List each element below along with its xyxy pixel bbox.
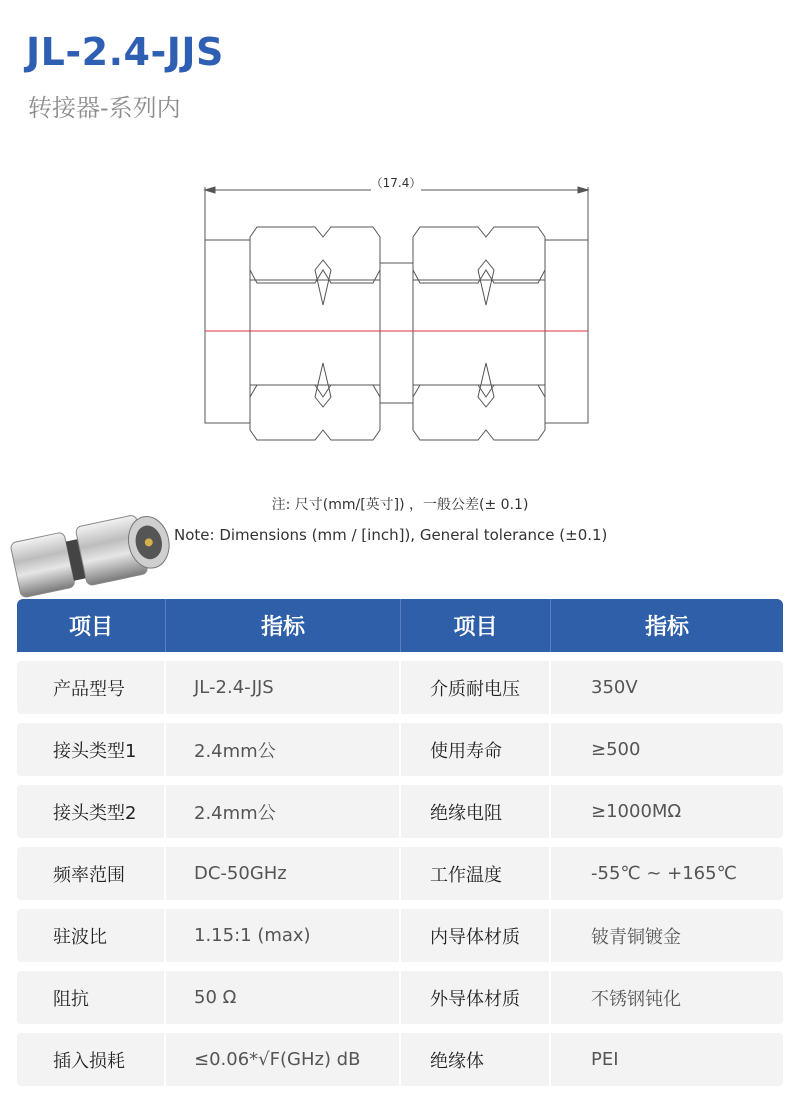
table-row	[17, 909, 783, 962]
row-value: -55℃ ~ +165℃	[591, 863, 737, 884]
row-label: 绝缘体	[401, 1033, 551, 1086]
row-value: 2.4mm公	[166, 785, 401, 838]
row-label: 绝缘电阻	[401, 785, 551, 838]
row-value: 不锈钢钝化	[591, 988, 681, 1010]
row-label: 阻抗	[17, 971, 166, 1024]
row-value: 铍青铜镀金	[591, 926, 681, 948]
table-header	[17, 599, 783, 652]
row-label: 接头类型2	[17, 785, 166, 838]
row-value: 1.15:1 (max)	[166, 909, 401, 962]
product-title: JL-2.4-JJS	[26, 30, 224, 74]
row-label: 接头类型1	[17, 723, 166, 776]
row-label: 外导体材质	[401, 971, 551, 1024]
row-label: 使用寿命	[401, 723, 551, 776]
row-label: 插入损耗	[17, 1033, 166, 1086]
product-subtitle: 转接器-系列内	[28, 94, 181, 122]
note-chinese: 注: 尺寸(mm/[英寸]) ，一般公差(± 0.1)	[271, 497, 529, 513]
table-row	[17, 847, 783, 900]
row-value: 2.4mm公	[166, 723, 401, 776]
table-row	[17, 723, 783, 776]
row-label: 工作温度	[401, 847, 551, 900]
row-label: 内导体材质	[401, 909, 551, 962]
row-value: DC-50GHz	[166, 847, 401, 900]
row-label: 驻波比	[17, 909, 166, 962]
note-english: Note: Dimensions (mm / [inch]), General tolerance (±0.1)	[174, 526, 608, 544]
row-value: 50 Ω	[166, 971, 401, 1024]
row-value: 350V	[591, 677, 638, 698]
row-label: 产品型号	[17, 661, 166, 714]
table-row	[17, 971, 783, 1024]
header-spec-1: 指标	[166, 599, 401, 652]
table-row	[17, 785, 783, 838]
spec-table	[17, 599, 783, 1086]
row-value: ≥500	[591, 739, 641, 760]
table-row	[17, 1033, 783, 1086]
dimension-drawing	[195, 165, 605, 455]
row-value: PEI	[591, 1049, 619, 1070]
header-item-1: 项目	[17, 599, 166, 652]
row-label: 频率范围	[17, 847, 166, 900]
header-item-2: 项目	[401, 599, 551, 652]
dimension-label: （17.4）	[370, 176, 422, 190]
row-value: ≤0.06*√F(GHz) dB	[166, 1033, 401, 1086]
header-spec-2: 指标	[644, 615, 689, 640]
row-label: 介质耐电压	[401, 661, 551, 714]
product-photo	[4, 498, 184, 610]
row-value: ≥1000MΩ	[591, 801, 682, 822]
table-row	[17, 661, 783, 714]
row-value: JL-2.4-JJS	[166, 661, 401, 714]
